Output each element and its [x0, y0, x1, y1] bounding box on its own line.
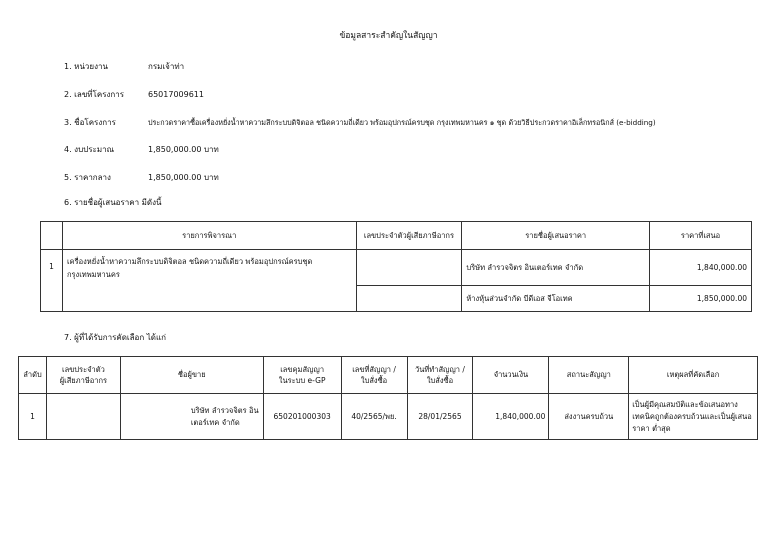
- page-title: ข้อมูลสาระสำคัญในสัญญา: [339, 31, 438, 41]
- table-header-row: [41, 222, 752, 250]
- table-header-cell: ราคาที่เสนอ: [650, 222, 752, 250]
- info-agency: [64, 60, 184, 73]
- info-label: 4. งบประมาณ: [64, 145, 115, 154]
- bidder-price: 1,850,000.00: [650, 286, 752, 312]
- table-header-cell: เหตุผลที่คัดเลือก: [629, 357, 758, 394]
- info-value: กรมเจ้าท่า: [148, 62, 185, 71]
- table-header-row: [19, 357, 758, 394]
- table-header-cell: ลำดับ: [19, 357, 47, 394]
- table-header-cell: [41, 222, 63, 250]
- table-header-cell: เลขประจำตัว ผู้เสียภาษีอากร: [46, 357, 120, 394]
- table-row: [41, 250, 752, 286]
- bidder-price: 1,840,000.00: [650, 250, 752, 286]
- contract-status: ส่งงานครบถ้วน: [549, 394, 629, 440]
- bidder-name: บริษัท ลำรวจจิตร อินเตอร์เทค จำกัด: [462, 250, 650, 286]
- table-header-cell: วันที่ทำสัญญา / ใบสั่งซื้อ: [407, 357, 473, 394]
- contract-date: 28/01/2565: [407, 394, 473, 440]
- section-bidders-heading: 6. รายชื่อผู้เสนอราคา มีดังนี้: [64, 198, 162, 207]
- info-value: ประกวดราคาซื้อเครื่องหยั่งน้ำหาความลึกระบบดิจิตอล ชนิดความถี่เดียว พร้อมอุปกรณ์ครบชุด กรุงเทพมหานคร ๑ ชุด ด้วยวิธีประกวดราคาอิเล็กทรอนิกส์ (e-bidding): [148, 118, 656, 127]
- table-header-cell: ชื่อผู้ขาย: [120, 357, 263, 394]
- egp-control-number: 650201000303: [263, 394, 341, 440]
- selected-vendor-table: [18, 356, 758, 440]
- info-label: 3. ชื่อโครงการ: [64, 118, 116, 127]
- contract-number: 40/2565/พย.: [341, 394, 407, 440]
- info-budget: [64, 143, 219, 156]
- info-value: 1,850,000.00 บาท: [148, 145, 219, 154]
- info-label: 5. ราคากลาง: [64, 173, 111, 182]
- info-label: 2. เลขที่โครงการ: [64, 90, 125, 99]
- contract-amount: 1,840,000.00: [473, 394, 549, 440]
- info-label: 1. หน่วยงาน: [64, 62, 108, 71]
- table-header-cell: จำนวนเงิน: [473, 357, 549, 394]
- section-selected-heading: 7. ผู้ที่ได้รับการคัดเลือก ได้แก่: [64, 333, 166, 342]
- item-number: 1: [41, 250, 63, 312]
- table-header-cell: เลขคุมสัญญา ในระบบ e-GP: [263, 357, 341, 394]
- bidder-name: ห้างหุ้นส่วนจำกัด บีดีเอส จีโอเทค: [462, 286, 650, 312]
- info-value: 65017009611: [148, 90, 204, 99]
- table-header-cell: เลขที่สัญญา / ใบสั่งซื้อ: [341, 357, 407, 394]
- bidders-table: [40, 221, 752, 312]
- vendor-name: บริษัท ลำรวจจิตร อินเตอร์เทค จำกัด: [120, 394, 263, 440]
- info-project-name: [64, 116, 656, 129]
- item-description: เครื่องหยั่งน้ำหาความลึกระบบดิจิตอล ชนิดความถี่เดียว พร้อมอุปกรณ์ครบชุด กรุงเทพมหานคร: [62, 250, 356, 312]
- vendor-tax-id: [46, 394, 120, 440]
- table-header-cell: รายการพิจารณา: [62, 222, 356, 250]
- table-row: [19, 394, 758, 440]
- info-value: 1,850,000.00 บาท: [148, 173, 219, 182]
- bidder-tax-id: [356, 250, 462, 286]
- info-median-price: [64, 171, 219, 184]
- table-header-cell: เลขประจำตัวผู้เสียภาษีอากร: [356, 222, 462, 250]
- selection-reason: เป็นผู้มีคุณสมบัติและข้อเสนอทางเทคนิคถูกต้องครบถ้วนและเป็นผู้เสนอราคา ต่ำสุด: [629, 394, 758, 440]
- row-number: 1: [19, 394, 47, 440]
- bidder-tax-id: [356, 286, 462, 312]
- table-header-cell: สถานะสัญญา: [549, 357, 629, 394]
- table-header-cell: รายชื่อผู้เสนอราคา: [462, 222, 650, 250]
- info-project-number: [64, 88, 204, 101]
